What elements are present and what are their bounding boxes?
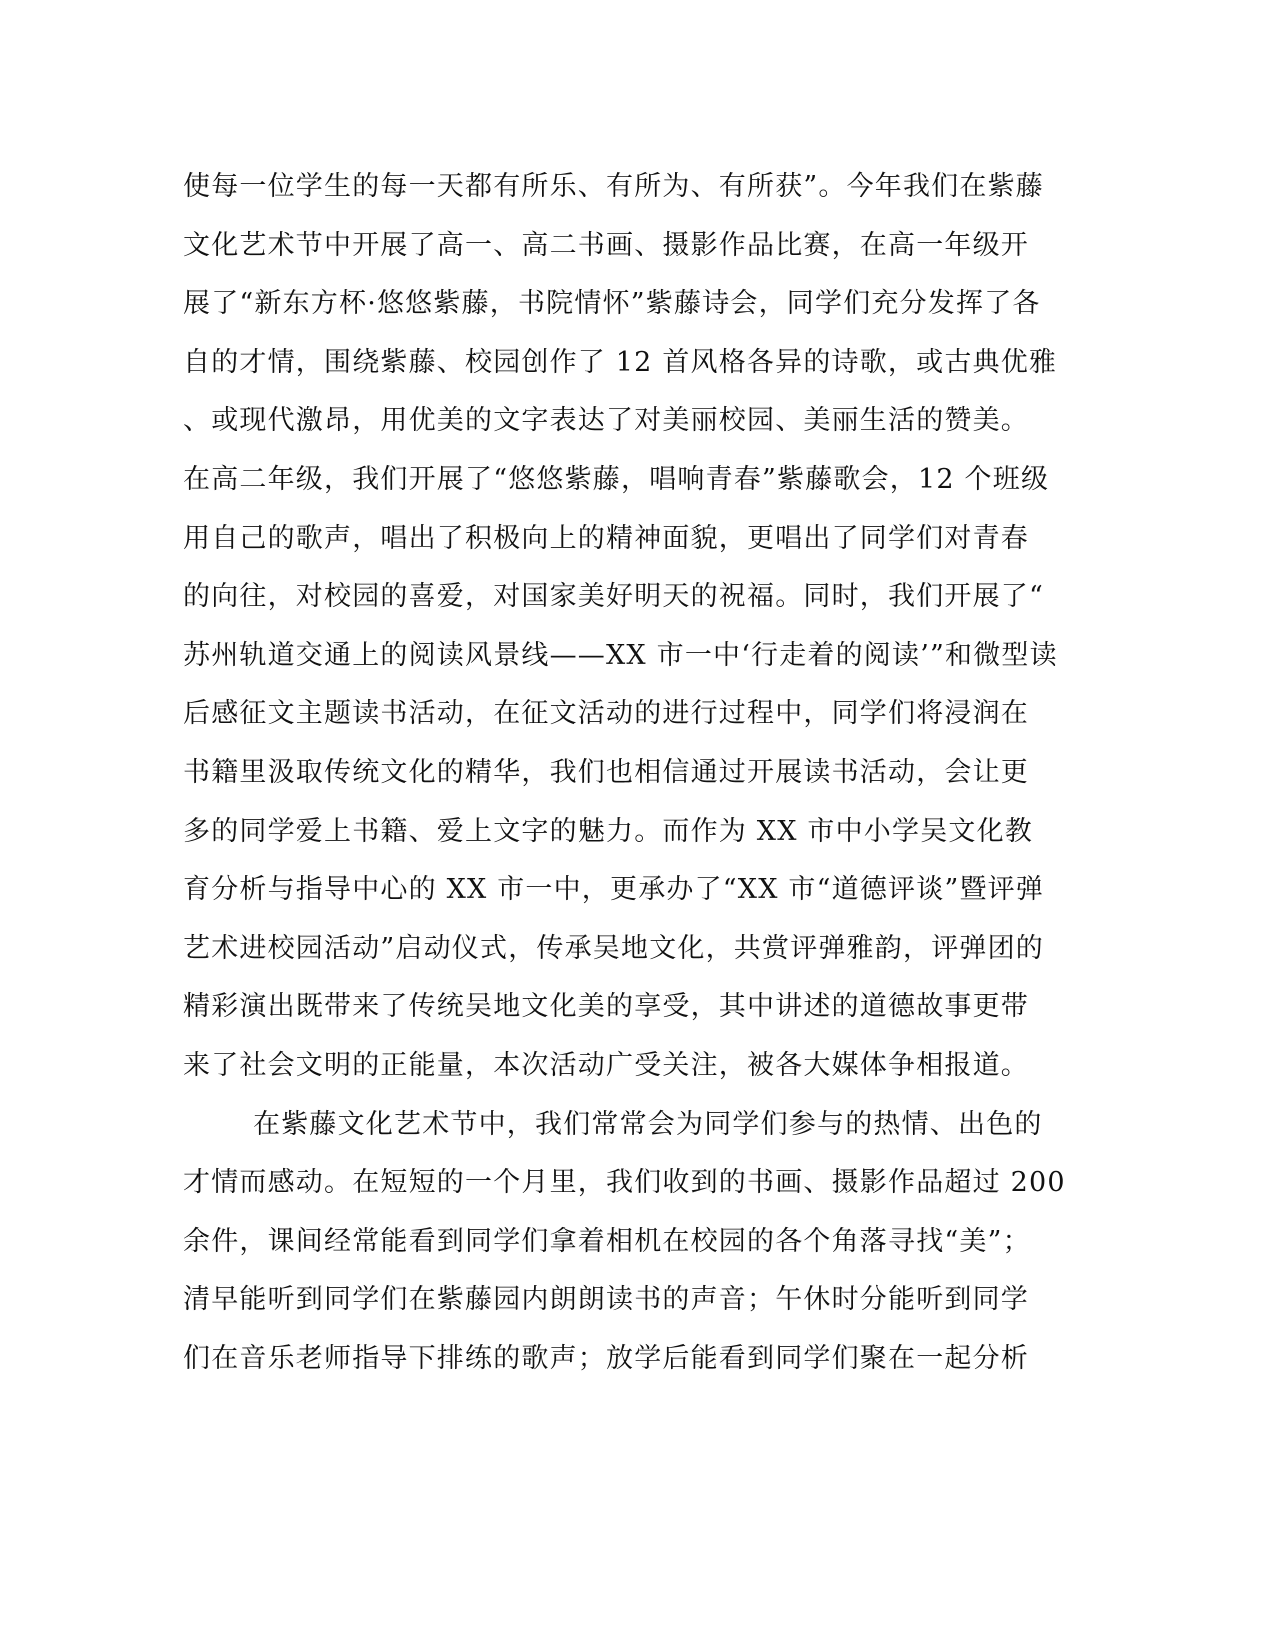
text-line: 来了社会文明的正能量，本次活动广受关注，被各大媒体争相报道。	[183, 1049, 1029, 1081]
text-line: 使每一位学生的每一天都有所乐、有所为、有所获”。今年我们在紫藤	[183, 171, 1045, 202]
text-line: 的向往，对校园的喜爱，对国家美好明天的祝福。同时，我们开展了“	[183, 581, 1045, 613]
text-line: 精彩演出既带来了传统吴地文化美的享受，其中讲述的道德故事更带	[183, 991, 1029, 1023]
text-line: 才情而感动。在短短的一个月里，我们收到的书画、摄影作品超过 200	[183, 1167, 1066, 1199]
text-line: 书籍里汲取传统文化的精华，我们也相信通过开展读书活动，会让更	[183, 756, 1029, 788]
text-line: 艺术进校园活动”启动仪式，传承吴地文化，共赏评弹雅韵，评弹团的	[183, 932, 1045, 964]
text-line: 自的才情，围绕紫藤、校园创作了 12 首风格各异的诗歌，或古典优雅	[183, 346, 1058, 378]
text-line: 用自己的歌声，唱出了积极向上的精神面貌，更唱出了同学们对青春	[183, 522, 1029, 554]
text-line: 展了“新东方杯·悠悠紫藤，书院情怀”紫藤诗会，同学们充分发挥了各	[183, 288, 1041, 320]
text-line: 们在音乐老师指导下排练的歌声；放学后能看到同学们聚在一起分析	[183, 1342, 1029, 1374]
text-line: 余件，课间经常能看到同学们拿着相机在校园的各个角落寻找“美”；	[183, 1225, 1031, 1257]
text-line: 后感征文主题读书活动，在征文活动的进行过程中，同学们将浸润在	[183, 698, 1029, 730]
text-line: 、或现代激昂，用优美的文字表达了对美丽校园、美丽生活的赞美。	[183, 405, 1029, 437]
paragraph-start-line: 在紫藤文化艺术节中，我们常常会为同学们参与的热情、出色的	[253, 1108, 1043, 1140]
text-line: 清早能听到同学们在紫藤园内朗朗读书的声音；午休时分能听到同学	[183, 1284, 1029, 1316]
text-line: 多的同学爱上书籍、爱上文字的魅力。而作为 XX 市中小学吴文化教	[183, 815, 1034, 847]
text-line: 文化艺术节中开展了高一、高二书画、摄影作品比赛，在高一年级开	[183, 229, 1029, 261]
body-text	[183, 158, 1066, 1388]
text-line: 在高二年级，我们开展了“悠悠紫藤，唱响青春”紫藤歌会，12 个班级	[183, 463, 1050, 495]
text-line: 育分析与指导中心的 XX 市一中，更承办了“XX 市“道德评谈”暨评弹	[183, 874, 1045, 906]
text-line: 苏州轨道交通上的阅读风景线——XX 市一中‘行走着的阅读’”和微型读	[183, 639, 1058, 671]
